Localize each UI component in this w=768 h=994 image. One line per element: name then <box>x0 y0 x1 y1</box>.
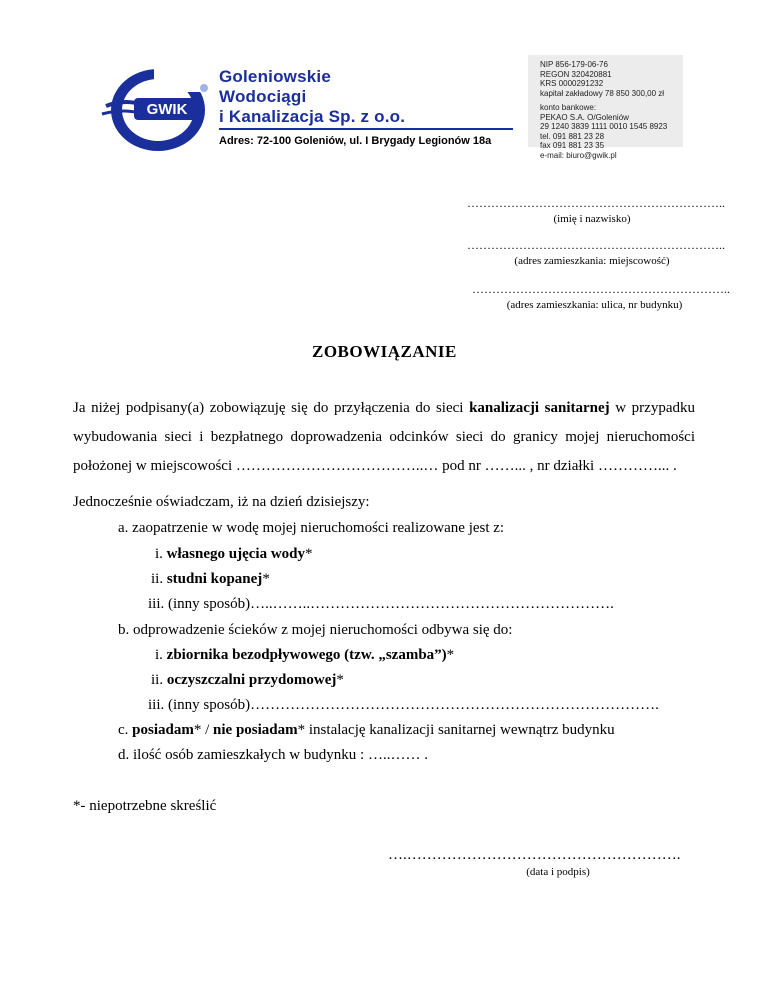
item-c[interactable] <box>118 722 615 739</box>
signature-label: (data i podpis) <box>526 866 590 878</box>
company-name-line3: i Kanalizacja Sp. z o.o. <box>219 107 406 126</box>
item-a-marker: a. <box>118 520 129 536</box>
paragraph-part2: w przypadku wybudowania sieci i bezpłatnego doprowadzenia odcinków sieci do granicy mojej nieruchomości położonej w miejscowości ………………………………..… pod nr ……... , nr działki …………... . <box>73 400 695 474</box>
item-b-i-rest: * <box>446 647 455 663</box>
company-name-line1: Goleniowskie <box>219 67 331 86</box>
info-krs: KRS 0000291232 <box>540 79 604 88</box>
item-b-i[interactable] <box>155 647 454 664</box>
item-d-marker: d. <box>118 747 130 763</box>
info-bank-name: PEKAO S.A. O/Goleniów <box>540 112 629 122</box>
item-b-i-bold: zbiornika bezodpływowego (tzw. „szamba”) <box>166 647 447 663</box>
item-a-iii[interactable] <box>148 596 614 613</box>
field-name-dots: ……………………………………………………….. <box>467 196 725 210</box>
item-d <box>118 747 428 764</box>
commitment-paragraph <box>73 394 695 481</box>
item-b-text: odprowadzenie ścieków z mojej nieruchomości odbywa się do: <box>133 622 513 638</box>
info-bank-account: 29 1240 3839 1111 0010 1545 8923 <box>540 122 668 131</box>
header-underline <box>219 128 513 130</box>
item-b-iii-rest: (inny sposób)………………………………………………………………………. <box>168 697 659 713</box>
info-regon: REGON 320420881 <box>540 69 612 79</box>
item-a-i-marker: i. <box>155 546 163 562</box>
item-a-ii-bold: studni kopanej <box>166 571 263 587</box>
item-b <box>118 622 512 639</box>
item-c-rest: * instalację kanalizacji sanitarnej wewnątrz budynku <box>297 722 615 738</box>
field-street[interactable] <box>472 282 730 311</box>
paragraph-part1: Ja niżej podpisany(a) zobowiązuję się do przyłączenia do sieci <box>73 400 470 416</box>
paragraph-bold: kanalizacji sanitarnej <box>469 400 610 416</box>
company-info-box <box>528 55 683 160</box>
field-name[interactable] <box>467 196 725 225</box>
company-name <box>219 67 405 127</box>
field-name-label: (imię i nazwisko) <box>553 213 631 225</box>
info-nip: NIP 856-179-06-76 <box>540 60 608 69</box>
company-name-line2: Wodociągi <box>219 87 307 106</box>
item-b-iii[interactable] <box>148 697 659 714</box>
item-b-i-marker: i. <box>155 647 163 663</box>
field-city[interactable] <box>467 238 725 267</box>
item-b-ii-marker: ii. <box>151 672 164 688</box>
item-a <box>118 520 504 537</box>
item-a-ii-rest: * <box>262 571 270 587</box>
field-city-dots: ……………………………………………………….. <box>467 238 725 252</box>
company-address: Adres: 72-100 Goleniów, ul. I Brygady Legionów 18a <box>219 135 492 147</box>
document-title: ZOBOWIĄZANIE <box>312 342 457 361</box>
item-a-ii[interactable] <box>151 571 270 588</box>
item-c-sep: * / <box>193 722 214 738</box>
item-d-text: ilość osób zamieszkałych w budynku : …..…… . <box>133 747 428 763</box>
signature-field[interactable] <box>388 847 698 878</box>
item-a-i-bold: własnego ujęcia wody <box>166 546 306 562</box>
signature-dots: ….………………………………………………. <box>388 847 681 863</box>
item-a-ii-marker: ii. <box>151 571 164 587</box>
info-capital: kapitał zakładowy 78 850 300,00 zł <box>540 88 665 98</box>
info-email: e-mail: biuro@gwik.pl <box>540 150 617 160</box>
declaration-intro: Jednocześnie oświadczam, iż na dzień dzisiejszy: <box>73 494 370 510</box>
item-a-iii-rest: (inny sposób)…..……..……………………………………………………. <box>168 596 614 612</box>
item-a-iii-marker: iii. <box>148 596 165 612</box>
item-c-bold1: posiadam <box>132 722 194 738</box>
item-a-i[interactable] <box>155 546 313 563</box>
item-c-marker: c. <box>118 722 129 738</box>
item-a-i-rest: * <box>305 546 313 562</box>
item-a-text: zaopatrzenie w wodę mojej nieruchomości realizowane jest z: <box>132 520 505 536</box>
item-b-marker: b. <box>118 622 130 638</box>
footnote: *- niepotrzebne skreślić <box>73 798 217 814</box>
field-city-label: (adres zamieszkania: miejscowość) <box>514 255 670 267</box>
item-b-ii[interactable] <box>151 672 344 689</box>
logo-text: GWIK <box>146 101 188 118</box>
item-c-bold2: nie posiadam <box>213 722 298 738</box>
item-b-iii-marker: iii. <box>148 697 165 713</box>
field-street-label: (adres zamieszkania: ulica, nr budynku) <box>506 299 683 311</box>
item-b-ii-rest: * <box>336 672 344 688</box>
info-bank-label: konto bankowe: <box>540 103 597 112</box>
company-logo <box>96 62 216 162</box>
item-b-ii-bold: oczyszczalni przydomowej <box>166 672 337 688</box>
info-tel: tel. 091 881 23 28 <box>540 131 605 141</box>
field-street-dots: ……………………………………………………….. <box>472 282 730 296</box>
info-fax: fax 091 881 23 35 <box>540 141 605 150</box>
